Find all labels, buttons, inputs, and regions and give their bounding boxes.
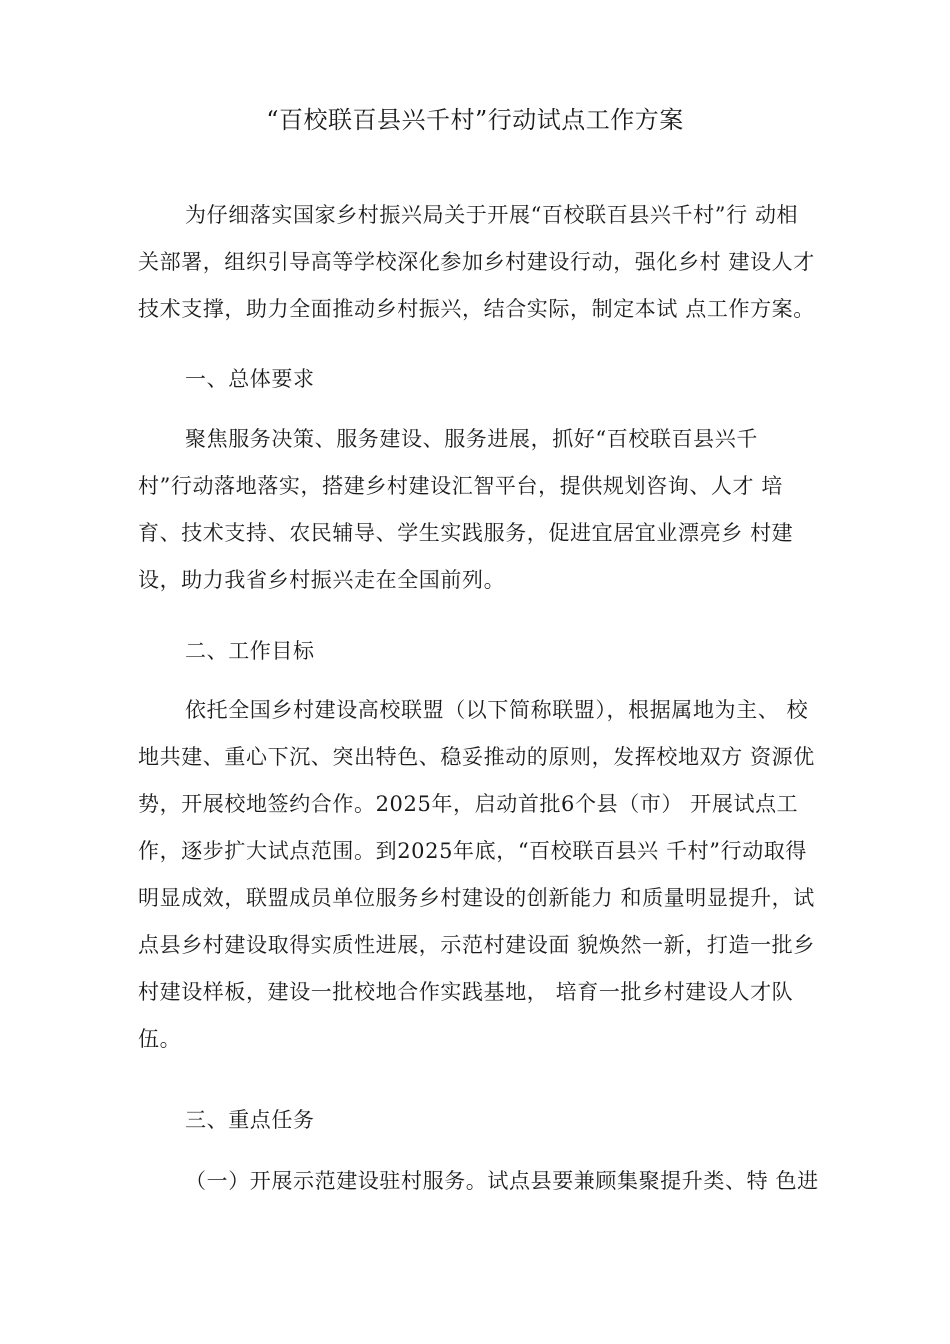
text-line: 势，开展校地签约合作。2025年，启动首批6个县（市） 开展试点工 xyxy=(138,792,799,816)
text-line: 设，助力我省乡村振兴走在全国前列。 xyxy=(138,568,506,592)
text-line: （一）开展示范建设驻村服务。试点县要兼顾集聚提升类、特 色进 xyxy=(185,1169,819,1193)
text-line: 明显成效，联盟成员单位服务乡村建设的创新能力 和质量明显提升，试 xyxy=(138,886,815,910)
text-line: 村建设样板，建设一批校地合作实践基地， 培育一批乡村建设人才队 xyxy=(138,980,794,1004)
text-line: 伍。 xyxy=(138,1027,182,1051)
section-1-paragraph xyxy=(138,416,828,604)
section-2-paragraph xyxy=(138,687,828,1063)
intro-paragraph xyxy=(138,192,828,333)
text-line: 点县乡村建设取得实质性进展，示范村建设面 貌焕然一新，打造一批乡 xyxy=(138,933,815,957)
text-line: 关部署，组织引导高等学校深化参加乡村建设行动，强化乡村 建设人才 xyxy=(138,250,815,274)
section-heading-2: 二、工作目标 xyxy=(185,639,315,663)
text-line: 育、技术支持、农民辅导、学生实践服务，促进宜居宜业漂亮乡 村建 xyxy=(138,521,794,545)
text-line: 作，逐步扩大试点范围。到2025年底，“百校联百县兴 千村”行动取得 xyxy=(138,839,807,863)
text-line: 技术支撑，助力全面推动乡村振兴，结合实际，制定本试 点工作方案。 xyxy=(138,297,815,321)
text-line: 聚焦服务决策、服务建设、服务进展，抓好“百校联百县兴千 xyxy=(185,427,758,451)
text-line: 为仔细落实国家乡村振兴局关于开展“百校联百县兴千村”行 动相 xyxy=(185,203,799,227)
document-title: “百校联百县兴千村”行动试点工作方案 xyxy=(266,106,684,134)
section-heading-1: 一、总体要求 xyxy=(185,367,315,391)
text-line: 地共建、重心下沉、突出特色、稳妥推动的原则，发挥校地双方 资源优 xyxy=(138,745,815,769)
section-3-paragraph xyxy=(138,1158,828,1205)
text-line: 村”行动落地落实，搭建乡村建设汇智平台，提供规划咨询、人才 培 xyxy=(138,474,784,498)
text-line: 依托全国乡村建设高校联盟（以下简称联盟），根据属地为主、 校 xyxy=(185,698,809,722)
section-heading-3: 三、重点任务 xyxy=(185,1108,315,1132)
